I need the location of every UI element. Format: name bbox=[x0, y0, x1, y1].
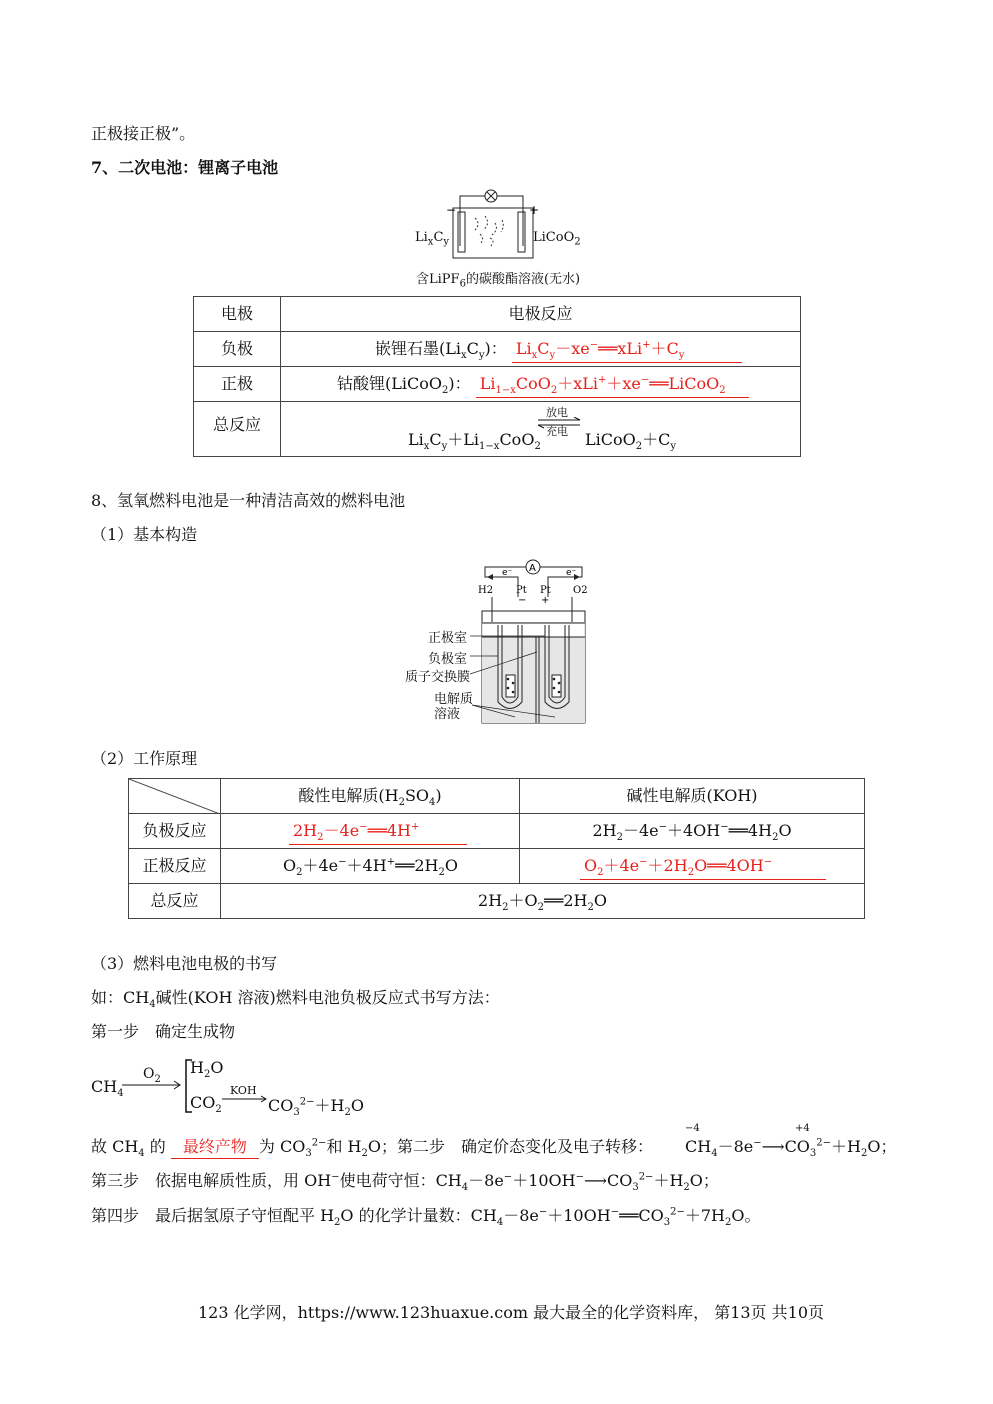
minus-sign: − bbox=[446, 203, 457, 217]
scheme-co2: $CO_2$ bbox=[190, 1093, 222, 1116]
acid-positive: $O_2+4e^-+4H^+══2H_2O$ bbox=[221, 849, 520, 884]
fig1-left-label: $Li_xC_y$ bbox=[415, 230, 450, 248]
row-positive-label: 正极反应 bbox=[129, 849, 221, 884]
section-8-sub1: （1）基本构造 bbox=[91, 525, 198, 544]
scheme-koh: KOH bbox=[230, 1084, 257, 1097]
negative-answer: $Li_xC_y-xe^-══xLi^++C_y$ bbox=[512, 336, 742, 363]
svg-text:H2: H2 bbox=[478, 585, 494, 596]
step-3: 第三步 依据电解质性质，用 OH−使电荷守恒：$CH_4-8e^-+10OH^-⟶CO_3^{2-}+H_2O$； bbox=[91, 1171, 719, 1194]
scheme-product: $CO_3^{2-}+H_2O$ bbox=[268, 1096, 364, 1119]
koh-arrow bbox=[222, 1094, 268, 1104]
base-positive: $O_2+4e^-+2H_2O══4OH^-$ bbox=[520, 849, 865, 884]
base-negative: $2H_2-4e^-+4OH^-══4H_2O$ bbox=[520, 814, 865, 849]
page-footer: 123 化学网，https://www.123huaxue.com 最大最全的化学资料库， 第13页 共10页 bbox=[198, 1303, 825, 1322]
row-positive-reaction: 钴酸锂(LiCoO$_2$)： $Li_{1-x}CoO_2+xLi^++xe^-══LiCoO_2$ bbox=[281, 367, 801, 402]
row-negative-label: 负极反应 bbox=[129, 814, 221, 849]
section-8-sub3: （3）燃料电池电极的书写 bbox=[91, 954, 278, 973]
section-8-title: 8、氢氧燃料电池是一种清洁高效的燃料电池 bbox=[91, 491, 406, 510]
scheme-o2: $O_2$ bbox=[143, 1066, 161, 1085]
svg-text:O2: O2 bbox=[573, 585, 588, 596]
header-reaction: 电极反应 bbox=[281, 297, 801, 332]
row-total-reaction: $Li_xC_y+Li_{1-x}CoO_2$ 放电 充电 $LiCoO_2+C_y$ bbox=[281, 402, 801, 457]
scheme-h2o: $H_2O$ bbox=[190, 1058, 224, 1081]
acid-negative: $2H_2-4e^-══4H^+$ bbox=[221, 814, 520, 849]
header-base: 碱性电解质(KOH) bbox=[520, 779, 865, 814]
method-intro: 如：$CH_4$碱性(KOH 溶液)燃料电池负极反应式书写方法： bbox=[91, 988, 500, 1011]
label-membrane: 质子交换膜 bbox=[405, 670, 471, 685]
svg-text:Pt: Pt bbox=[540, 585, 551, 596]
step-1: 第一步 确定生成物 bbox=[91, 1022, 236, 1041]
discharge-label: 放电 bbox=[546, 406, 568, 419]
charge-label: 充电 bbox=[546, 425, 568, 438]
svg-text:e⁻: e⁻ bbox=[502, 568, 513, 578]
ox-state-c-ch4: −4 bbox=[685, 1123, 700, 1134]
row-negative-label: 负极 bbox=[194, 332, 281, 367]
step-2-line: 故 $CH_4$ 的 最终产物 为 $CO_3^{2-}$和 $H_2O$；第二步 确定价态变化及电子转移： bbox=[91, 1134, 653, 1159]
label-positive-chamber: 正极室 bbox=[428, 631, 468, 646]
svg-text:+: + bbox=[541, 595, 550, 606]
row-positive-label: 正极 bbox=[194, 367, 281, 402]
positive-answer: $Li_{1-x}CoO_2+xLi^++xe^-══LiCoO_2$ bbox=[476, 371, 749, 398]
header-acid: 酸性电解质$(H_2SO_4)$ bbox=[221, 779, 520, 814]
row-total-label: 总反应 bbox=[194, 402, 281, 457]
svg-text:e⁻: e⁻ bbox=[566, 568, 577, 578]
label-solution: 溶液 bbox=[434, 707, 461, 722]
li-ion-table bbox=[193, 296, 801, 457]
svg-text:Pt: Pt bbox=[516, 585, 527, 596]
plus-sign: + bbox=[529, 203, 540, 217]
intro-line: 正极接正极”。 bbox=[91, 124, 196, 143]
step-4: 第四步 最后据氢原子守恒配平 $H_2O$ 的化学计量数：$CH_4-8e^-+10OH^-══CO_3^{2-}+7H_2O$。 bbox=[91, 1206, 761, 1229]
fig1-caption: 含LiPF$_6$的碳酸酯溶液(无水) bbox=[416, 272, 581, 290]
row-total-label: 总反应 bbox=[129, 884, 221, 919]
svg-text:−: − bbox=[518, 595, 527, 606]
label-electrolyte: 电解质 bbox=[434, 692, 474, 707]
ox-state-c-co3: +4 bbox=[795, 1123, 810, 1134]
label-negative-chamber: 负极室 bbox=[428, 652, 468, 667]
corner-cell bbox=[129, 779, 221, 814]
total-reaction: $2H_2+O_2══2H_2O$ bbox=[221, 884, 865, 919]
row-negative-reaction: 嵌锂石墨$(Li_xC_y)$： $Li_xC_y-xe^-══xLi^++C_y$ bbox=[281, 332, 801, 367]
step-2-equation: $CH_4-8e^-⟶CO_3^{2-}+H_2O$； bbox=[685, 1137, 897, 1160]
section-8-sub2: （2）工作原理 bbox=[91, 749, 198, 768]
header-electrode: 电极 bbox=[194, 297, 281, 332]
scheme-arrows bbox=[120, 1058, 195, 1114]
scheme-ch4: $CH_4$ bbox=[91, 1077, 124, 1100]
fig1-right-label: LiCoO$_2$ bbox=[533, 230, 581, 248]
fuel-cell-table bbox=[128, 778, 865, 919]
blank-final-product: 最终产物 bbox=[171, 1134, 259, 1159]
ammeter-label: A bbox=[529, 563, 536, 574]
section-7-title: 7、二次电池：锂离子电池 bbox=[91, 158, 279, 177]
